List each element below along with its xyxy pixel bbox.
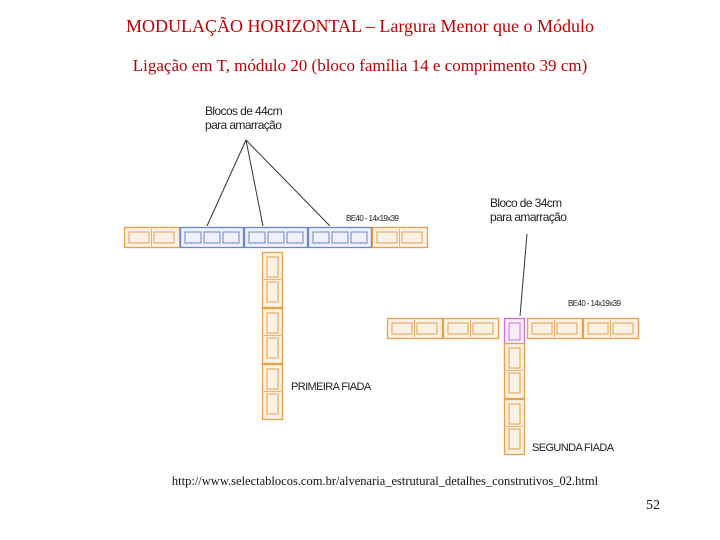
tie-block-44cm: [181, 228, 244, 248]
standard-block: [263, 309, 283, 364]
slide-subtitle: Ligação em T, módulo 20 (bloco família 14 e comprimento 39 cm): [132, 56, 588, 75]
first-callout-line1: Blocos de 44cm: [205, 104, 282, 118]
standard-block: [263, 253, 283, 308]
second-course-vertical-wall: [505, 319, 525, 455]
first-callout-line2: para amarração: [205, 118, 282, 132]
standard-block: [505, 400, 525, 455]
first-course-drawing: [125, 104, 428, 420]
standard-block: [444, 319, 499, 339]
standard-block: [263, 365, 283, 420]
tie-block-44cm: [309, 228, 372, 248]
second-callout-line1: Bloco de 34cm: [490, 196, 562, 210]
first-course-leader-lines: [207, 140, 330, 226]
second-block-label: BE40 - 14x19x39: [568, 299, 621, 308]
tie-block-44cm: [245, 228, 308, 248]
first-course-label: PRIMEIRA FIADA: [291, 381, 371, 393]
second-course-label: SEGUNDA FIADA: [532, 442, 614, 454]
first-block-label: BE40 - 14x19x39: [346, 214, 399, 223]
second-callout-line2: para amarração: [490, 210, 567, 224]
source-url: http://www.selectablocos.com.br/alvenaria_estrutural_detalhes_construtivos_02.html: [171, 474, 599, 488]
standard-block: [505, 344, 525, 399]
second-leader-line: [520, 234, 527, 316]
page-number: 52: [646, 498, 660, 513]
standard-block: [584, 319, 639, 339]
first-course-vertical-wall: [263, 253, 283, 420]
standard-block: [528, 319, 583, 339]
standard-block: [388, 319, 443, 339]
first-course-horizontal-wall: [125, 228, 428, 248]
slide-title: MODULAÇÃO HORIZONTAL – Largura Menor que o Módulo: [126, 16, 594, 36]
standard-block: [125, 228, 180, 248]
standard-block: [373, 228, 428, 248]
